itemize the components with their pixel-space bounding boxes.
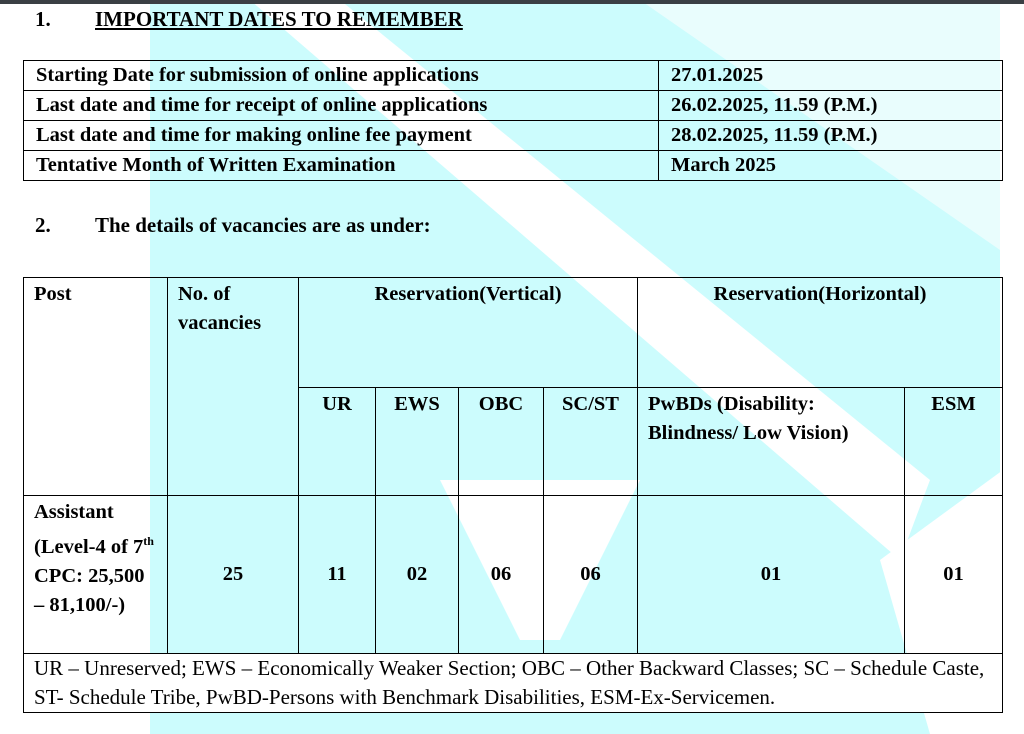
header-esm: ESM (905, 388, 1003, 496)
date-label: Last date and time for making online fee payment (24, 121, 659, 151)
abbreviations-note: UR – Unreserved; EWS – Economically Weaker Section; OBC – Other Backward Classes; SC – Schedule Caste, ST- Schedule Tribe, PwBD-Persons with Benchmark Disabilities, ESM-Ex-Servicemen. (24, 654, 1003, 713)
scst-count: 06 (544, 496, 638, 654)
table-row (24, 151, 1003, 181)
ews-count: 02 (376, 496, 459, 654)
pwbd-count: 01 (638, 496, 905, 654)
post-name: Assistant (Level-4 of 7th CPC: 25,500 – 81,100/-) (24, 496, 168, 654)
date-value: March 2025 (659, 151, 1003, 181)
header-pwbd: PwBDs (Disability: Blindness/ Low Vision) (638, 388, 905, 496)
table-header-row (24, 278, 1003, 388)
vacancies-table (23, 277, 1003, 713)
date-label: Tentative Month of Written Examination (24, 151, 659, 181)
important-dates-table (23, 60, 1003, 181)
header-horizontal: Reservation(Horizontal) (638, 278, 1003, 388)
esm-count: 01 (905, 496, 1003, 654)
table-row (24, 121, 1003, 151)
section-title: IMPORTANT DATES TO REMEMBER (95, 7, 463, 31)
table-note-row (24, 654, 1003, 713)
table-row (24, 61, 1003, 91)
header-obc: OBC (459, 388, 544, 496)
header-scst: SC/ST (544, 388, 638, 496)
vacancies-count: 25 (168, 496, 299, 654)
obc-count: 06 (459, 496, 544, 654)
section-number: 1. (35, 7, 51, 31)
header-ur: UR (299, 388, 376, 496)
table-row (24, 91, 1003, 121)
header-vacancies: No. of vacancies (168, 278, 299, 496)
date-value: 28.02.2025, 11.59 (P.M.) (659, 121, 1003, 151)
date-value: 26.02.2025, 11.59 (P.M.) (659, 91, 1003, 121)
header-post: Post (24, 278, 168, 496)
viewer-top-bar (0, 0, 1024, 4)
section-title: The details of vacancies are as under: (95, 213, 431, 237)
ur-count: 11 (299, 496, 376, 654)
header-ews: EWS (376, 388, 459, 496)
date-label: Last date and time for receipt of online applications (24, 91, 659, 121)
section-number: 2. (35, 213, 51, 237)
header-vertical: Reservation(Vertical) (299, 278, 638, 388)
date-value: 27.01.2025 (659, 61, 1003, 91)
table-row (24, 496, 1003, 654)
date-label: Starting Date for submission of online applications (24, 61, 659, 91)
